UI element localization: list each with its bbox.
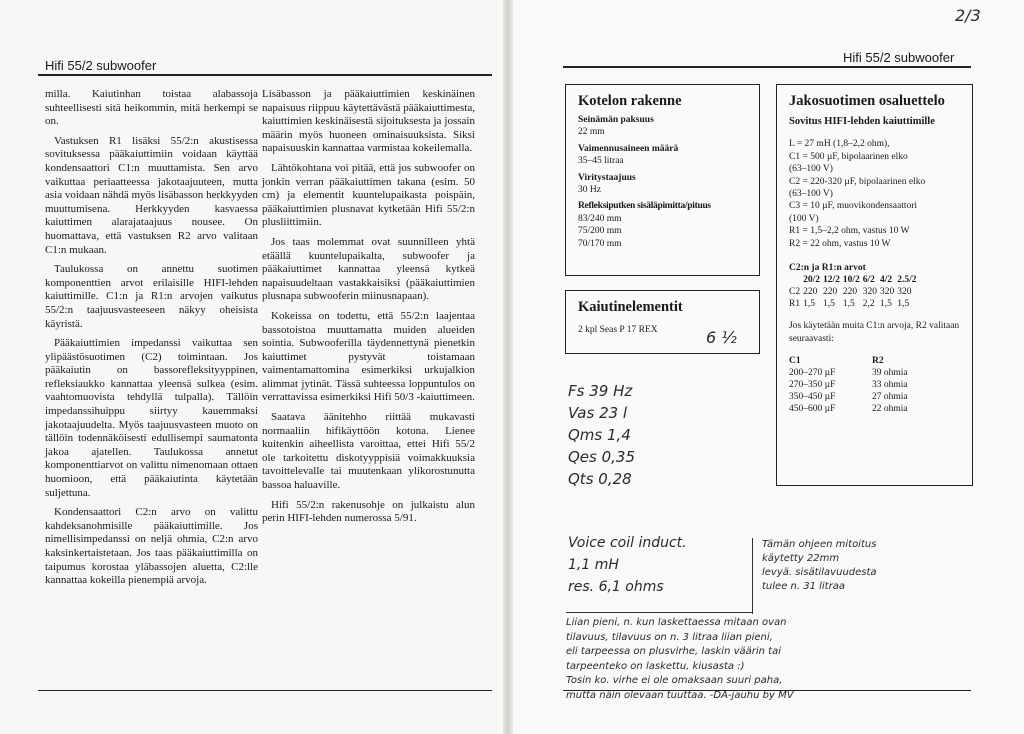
table-header: 2.5/2 (897, 275, 917, 286)
handwritten-underline (566, 612, 753, 613)
values-table (789, 274, 920, 310)
table-cell: 27 ohmia (872, 392, 908, 403)
table-cell: 1,5 (822, 299, 835, 310)
paragraph: Pääkaiuttimien impedanssi vaikuttaa sen ylipäästösuotimen (C2) toimintaan. Jos pääkaiutin on bassorefleksityyppinen, refleksiaukko kannattaa yleensä sulkea (esim. vaahtomuovista tehdyllä tulpalla). Tällöin impedanssihuippu siirtyy kauemmaksi jakotaajuudelta. Myös taajuusvasteen muoto on tällöin todennäköisesti edullisempi saumatonta jakoa ajatellen. Taulukossa annetut komponenttiarvot on valittu nimenomaan ottaen huomioon, että pääkaiutinta käytetään suljettuna. (45, 337, 258, 499)
part-line: L = 27 mH (1,8–2,2 ohm), (789, 139, 890, 150)
table-cell: 1,5 (880, 299, 892, 310)
jako-box (776, 84, 973, 486)
handwritten-params (568, 380, 635, 490)
elementit-value: 2 kpl Seas P 17 REX (578, 325, 658, 335)
voice-coil-line: Voice coil induct. (568, 535, 687, 551)
port-value: 75/200 mm (578, 226, 622, 237)
param-line: Qms 1,4 (568, 426, 631, 444)
param-line: Qts 0,28 (568, 470, 632, 488)
right-header-rule (563, 66, 971, 68)
jako-title: Jakosuotimen osaluettelo (789, 93, 945, 109)
param-line: Qes 0,35 (568, 448, 636, 466)
table-row (789, 403, 949, 415)
left-column-2 (262, 88, 475, 532)
table-cell: 33 ohmia (872, 380, 908, 391)
paragraph: milla. Kaiutinhan toistaa alabassoja suhteellisesti sitä heikommin, mitä herkempi se on. (45, 88, 258, 128)
note-line: eli tarpeessa on plusvirhe, laskin väärin tai (566, 646, 781, 657)
param-line: Fs 39 Hz (568, 382, 633, 400)
part-line: R1 = 1,5–2,2 ohm, vastus 10 W (789, 226, 910, 237)
handwritten-voice-coil (568, 532, 687, 598)
table-header: R2 (872, 356, 884, 367)
wall-label: Seinämän paksuus (578, 115, 654, 125)
part-line: R2 = 22 ohm, vastus 10 W (789, 238, 891, 249)
handwritten-note-right (762, 538, 877, 594)
table-cell: 320 (862, 287, 878, 298)
paragraph: Kokeissa on todettu, että 55/2:n laajentaa bassotoistoa muuttamatta muiden alueiden sointia. Subwooferilla täydennettynä pienetkin kaiuttimet pystyvät toistamaan vaimentamattomina esimerkiksi urkujalkion alimmat jytinät. Tässä suhteessa loppuntulos on verrattavissa esimerkiksi Hifi 50/3 -kaiuttimeen. (262, 309, 475, 404)
table-header: 6/2 (862, 275, 875, 286)
tuning-label: Viritystaajuus (578, 172, 636, 183)
table-cell: 450–600 µF (789, 404, 836, 415)
note-line: mutta näin olevaan tuuttaa. -DA-jauhu by MV (566, 689, 794, 701)
table-header: 20/2 (803, 275, 820, 286)
table-cell: 220 (803, 287, 818, 298)
wall-value: 22 mm (578, 127, 605, 138)
table-cell: 1,5 (897, 299, 910, 310)
note-line: Liian pieni, n. kun laskettaessa mitaan ovan (566, 617, 787, 628)
c1-r2-table (789, 355, 949, 415)
note-line: tulee n. 31 litraa (762, 581, 845, 592)
table-cell: 1,5 (803, 299, 815, 310)
table-row (789, 379, 949, 391)
left-footer-rule (38, 690, 492, 691)
paragraph: Vastuksen R1 lisäksi 55/2:n akustisessa sovituksessa pääkaiuttimiin voidaan käyttää kondensaattori C1:n muuttamista. Sen arvo vaikuttaa periaatteessa jakotaajuuteen, mutta asia voidaan nähdä myös lisäbasson herkkyyden muuttumisena. Herkkyyden kasvaessa kaiuttimen alarajataajuus nousee. On huomattava, että vastuksen R2 arvo valitaan C1:n mukaan. (45, 134, 258, 256)
table-cell: 350–450 µF (789, 392, 836, 403)
table-row (789, 298, 920, 310)
table-cell: C2 (789, 287, 801, 298)
note-line: Tosin ko. virhe ei ole omaksaan suuri paha, (566, 675, 783, 686)
r2-note: Jos käytetään muita C1:n arvoja, R2 valitaan seuraavasti: (789, 321, 960, 344)
table-header-row (789, 274, 920, 286)
param-line: Vas 23 l (568, 404, 628, 422)
table-cell: 22 ohmia (872, 404, 908, 415)
port-value: 83/240 mm (578, 213, 622, 224)
table-cell: 220 (842, 287, 858, 298)
table-cell: 2,2 (862, 299, 875, 310)
voice-coil-line: res. 6,1 ohms (568, 579, 664, 595)
left-column-1 (45, 88, 258, 594)
paragraph: Lisäbasson ja pääkaiuttimien keskinäinen napaisuus riippuu käytettävästä pääkaiuttimesta, kaiuttimien keskinäisestä sijoituksesta ja jossain määrin myös huoneen ominaisuuksista. Siksi napaisuuskin kannattaa varmistaa kokeilemalla. (262, 88, 475, 155)
page-number: 2/3 (955, 6, 981, 25)
table-header (789, 274, 803, 286)
part-line: C1 = 500 µF, bipolaarinen elko (789, 151, 908, 162)
table-row (789, 367, 949, 379)
voice-coil-line: 1,1 mH (568, 557, 619, 573)
part-line: C3 = 10 µF, muovikondensaattori (789, 201, 918, 212)
note-line: levyä. sisätilavuudesta (762, 567, 877, 578)
table-header: C1 (789, 356, 801, 367)
table-cell: 39 ohmia (872, 368, 908, 379)
note-line: tilavuus, tilavuus on n. 3 litraa liian pieni, (566, 631, 773, 643)
part-line: (63–100 V) (789, 189, 833, 200)
part-line: (63–100 V) (789, 164, 833, 175)
damping-label: Vaimennusaineen määrä (578, 143, 679, 154)
table-header: 10/2 (842, 275, 860, 286)
table-header-row (789, 355, 949, 367)
table-title: C2:n ja R1:n arvot (789, 263, 866, 274)
table-header: 12/2 (822, 275, 840, 286)
table-cell: 1,5 (842, 299, 855, 310)
handwritten-fraction: 6 ½ (706, 328, 737, 347)
table-header: 4/2 (880, 275, 893, 286)
kotelo-title: Kotelon rakenne (578, 93, 682, 109)
paragraph: Lähtökohtana voi pitää, että jos subwoofer on jonkin verran pääkaiuttimen takana (esim. 50 cm) ja elementit kuuntelupaikasta poispäin, pääkaiuttimien plusnavat kytketään Hifi 55/2:n plusliittimiin. (262, 161, 475, 229)
table-cell: 220 (822, 287, 838, 298)
damping-value: 35–45 litraa (578, 156, 624, 167)
table-cell: 200–270 µF (789, 368, 836, 379)
port-label: Refleksiputken sisäläpimitta/pituus (578, 201, 711, 212)
left-header-title: Hifi 55/2 subwoofer (45, 58, 157, 73)
paragraph: Kondensaattori C2:n arvo on valittu kahdeksanohmisille pääkaiuttimille. Jos nimellisimpedanssi on neljä ohmia, C2:n arvo kaksinkertaistetaan. Jos taas pääkaiuttimilla on taipumus korostaa yläbassojen aluetta, C2:lle kannattaa kokeilla pienempiä arvoja. (45, 506, 258, 587)
table-cell: 270–350 µF (789, 380, 836, 391)
table-row (789, 391, 949, 403)
right-header-title: Hifi 55/2 subwoofer (843, 50, 955, 65)
left-header-rule (38, 74, 492, 76)
part-line: C2 = 220-320 µF, bipolaarinen elko (789, 176, 926, 187)
table-cell: 320 (880, 287, 895, 298)
paragraph: Hifi 55/2:n rakenusohje on julkaistu alun perin HIFI-lehden numerossa 5/91. (262, 498, 475, 525)
table-cell: 320 (897, 287, 912, 298)
page-gutter (503, 0, 513, 734)
jako-subtitle: Sovitus HIFI-lehden kaiuttimille (789, 116, 935, 127)
note-line: käytetty 22mm (762, 553, 840, 564)
table-row (789, 286, 920, 298)
note-line: Tämän ohjeen mitoitus (762, 539, 877, 550)
paragraph: Jos taas molemmat ovat suunnilleen yhtä etäällä kuuntelupaikalta, subwoofer ja pääkaiuttimet kannattaa yleensä kytkeä napaisuudeltaan vastakkaisiksi (pääkaiuttimien plusnapa subwooferin miinusnapaan). (262, 235, 475, 303)
right-footer-rule (563, 690, 971, 691)
elementit-title: Kaiutinelementit (578, 299, 683, 315)
paragraph: Saatava äänitehho riittää mukavasti normaaliin hifikäyttöön kotona. Lienee kuitenkin aiheellista varoittaa, ettei Hifi 55/2 ole tarkoitettu diskotyyppisiä voimakkuuksia tavoittelevalle tai muutenkaan ylikorostunutta bassoa haluaville. (262, 411, 475, 492)
paragraph: Taulukossa on annettu suotimen komponenttien arvot erilaisille HIFI-lehden kaiuttimille. C1:n ja R1:n arvojen vaikutus 55/2:n taajuusvasteeseen näkyy oheisista käyristä. (45, 263, 258, 330)
handwritten-divider (752, 538, 753, 614)
port-value: 70/170 mm (578, 238, 622, 249)
table-cell: R1 (789, 299, 801, 310)
part-line: (100 V) (789, 213, 819, 224)
tuning-value: 30 Hz (578, 185, 601, 196)
kotelo-box (565, 84, 760, 276)
note-line: tarpeenteko on laskettu, kiusasta :) (566, 660, 745, 672)
